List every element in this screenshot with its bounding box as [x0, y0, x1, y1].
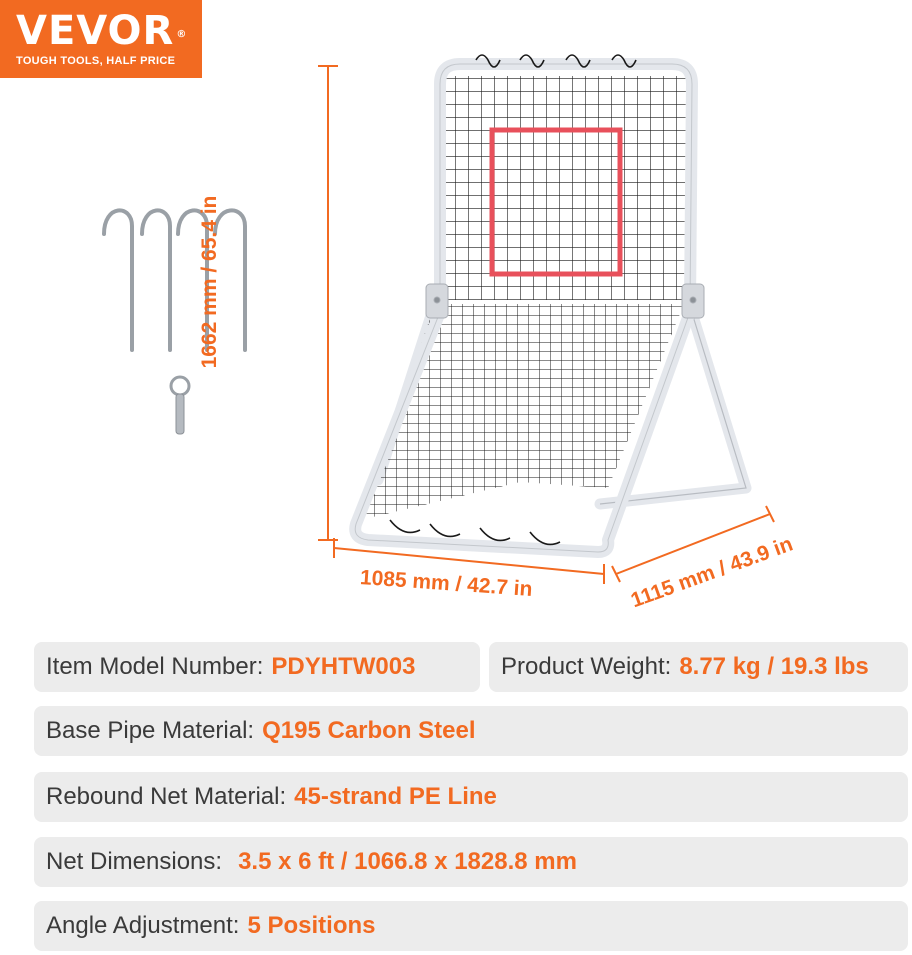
- spec-net-dimensions: [34, 837, 908, 887]
- spec-rebound-net-material: [34, 772, 908, 822]
- spec-value: 5 Positions: [247, 912, 376, 939]
- brand-tagline: TOUGH TOOLS, HALF PRICE: [16, 55, 176, 67]
- locking-pin: [171, 377, 189, 434]
- brand-wordmark: VEVOR ®: [16, 8, 188, 54]
- width-dimension-label: 1085 mm / 42.7 in: [359, 566, 534, 602]
- spec-label: Item Model Number:: [46, 653, 264, 680]
- height-dimension-line: [318, 66, 338, 540]
- spec-label: Angle Adjustment:: [46, 912, 240, 939]
- spec-label: Base Pipe Material:: [46, 717, 255, 744]
- ground-stakes: [104, 210, 245, 350]
- spec-angle-adjustment: [34, 901, 908, 951]
- spec-label: Net Dimensions:: [46, 848, 223, 875]
- depth-dimension-label: 1115 mm / 43.9 in: [627, 532, 796, 613]
- spec-product-weight: [489, 642, 908, 692]
- height-dimension-label: 1662 mm / 65.4 in: [198, 195, 221, 369]
- spec-value: 8.77 kg / 19.3 lbs: [679, 653, 869, 680]
- spec-value: Q195 Carbon Steel: [262, 717, 476, 744]
- spec-base-pipe-material: [34, 706, 908, 756]
- spec-value: 3.5 x 6 ft / 1066.8 x 1828.8 mm: [238, 848, 577, 875]
- stake-1: [104, 210, 132, 350]
- stake-2: [142, 210, 170, 350]
- spec-label: Rebound Net Material:: [46, 783, 287, 810]
- spec-model-number: [34, 642, 480, 692]
- spec-label: Product Weight:: [501, 653, 672, 680]
- spec-value: 45-strand PE Line: [294, 783, 497, 810]
- spec-value: PDYHTW003: [271, 653, 416, 680]
